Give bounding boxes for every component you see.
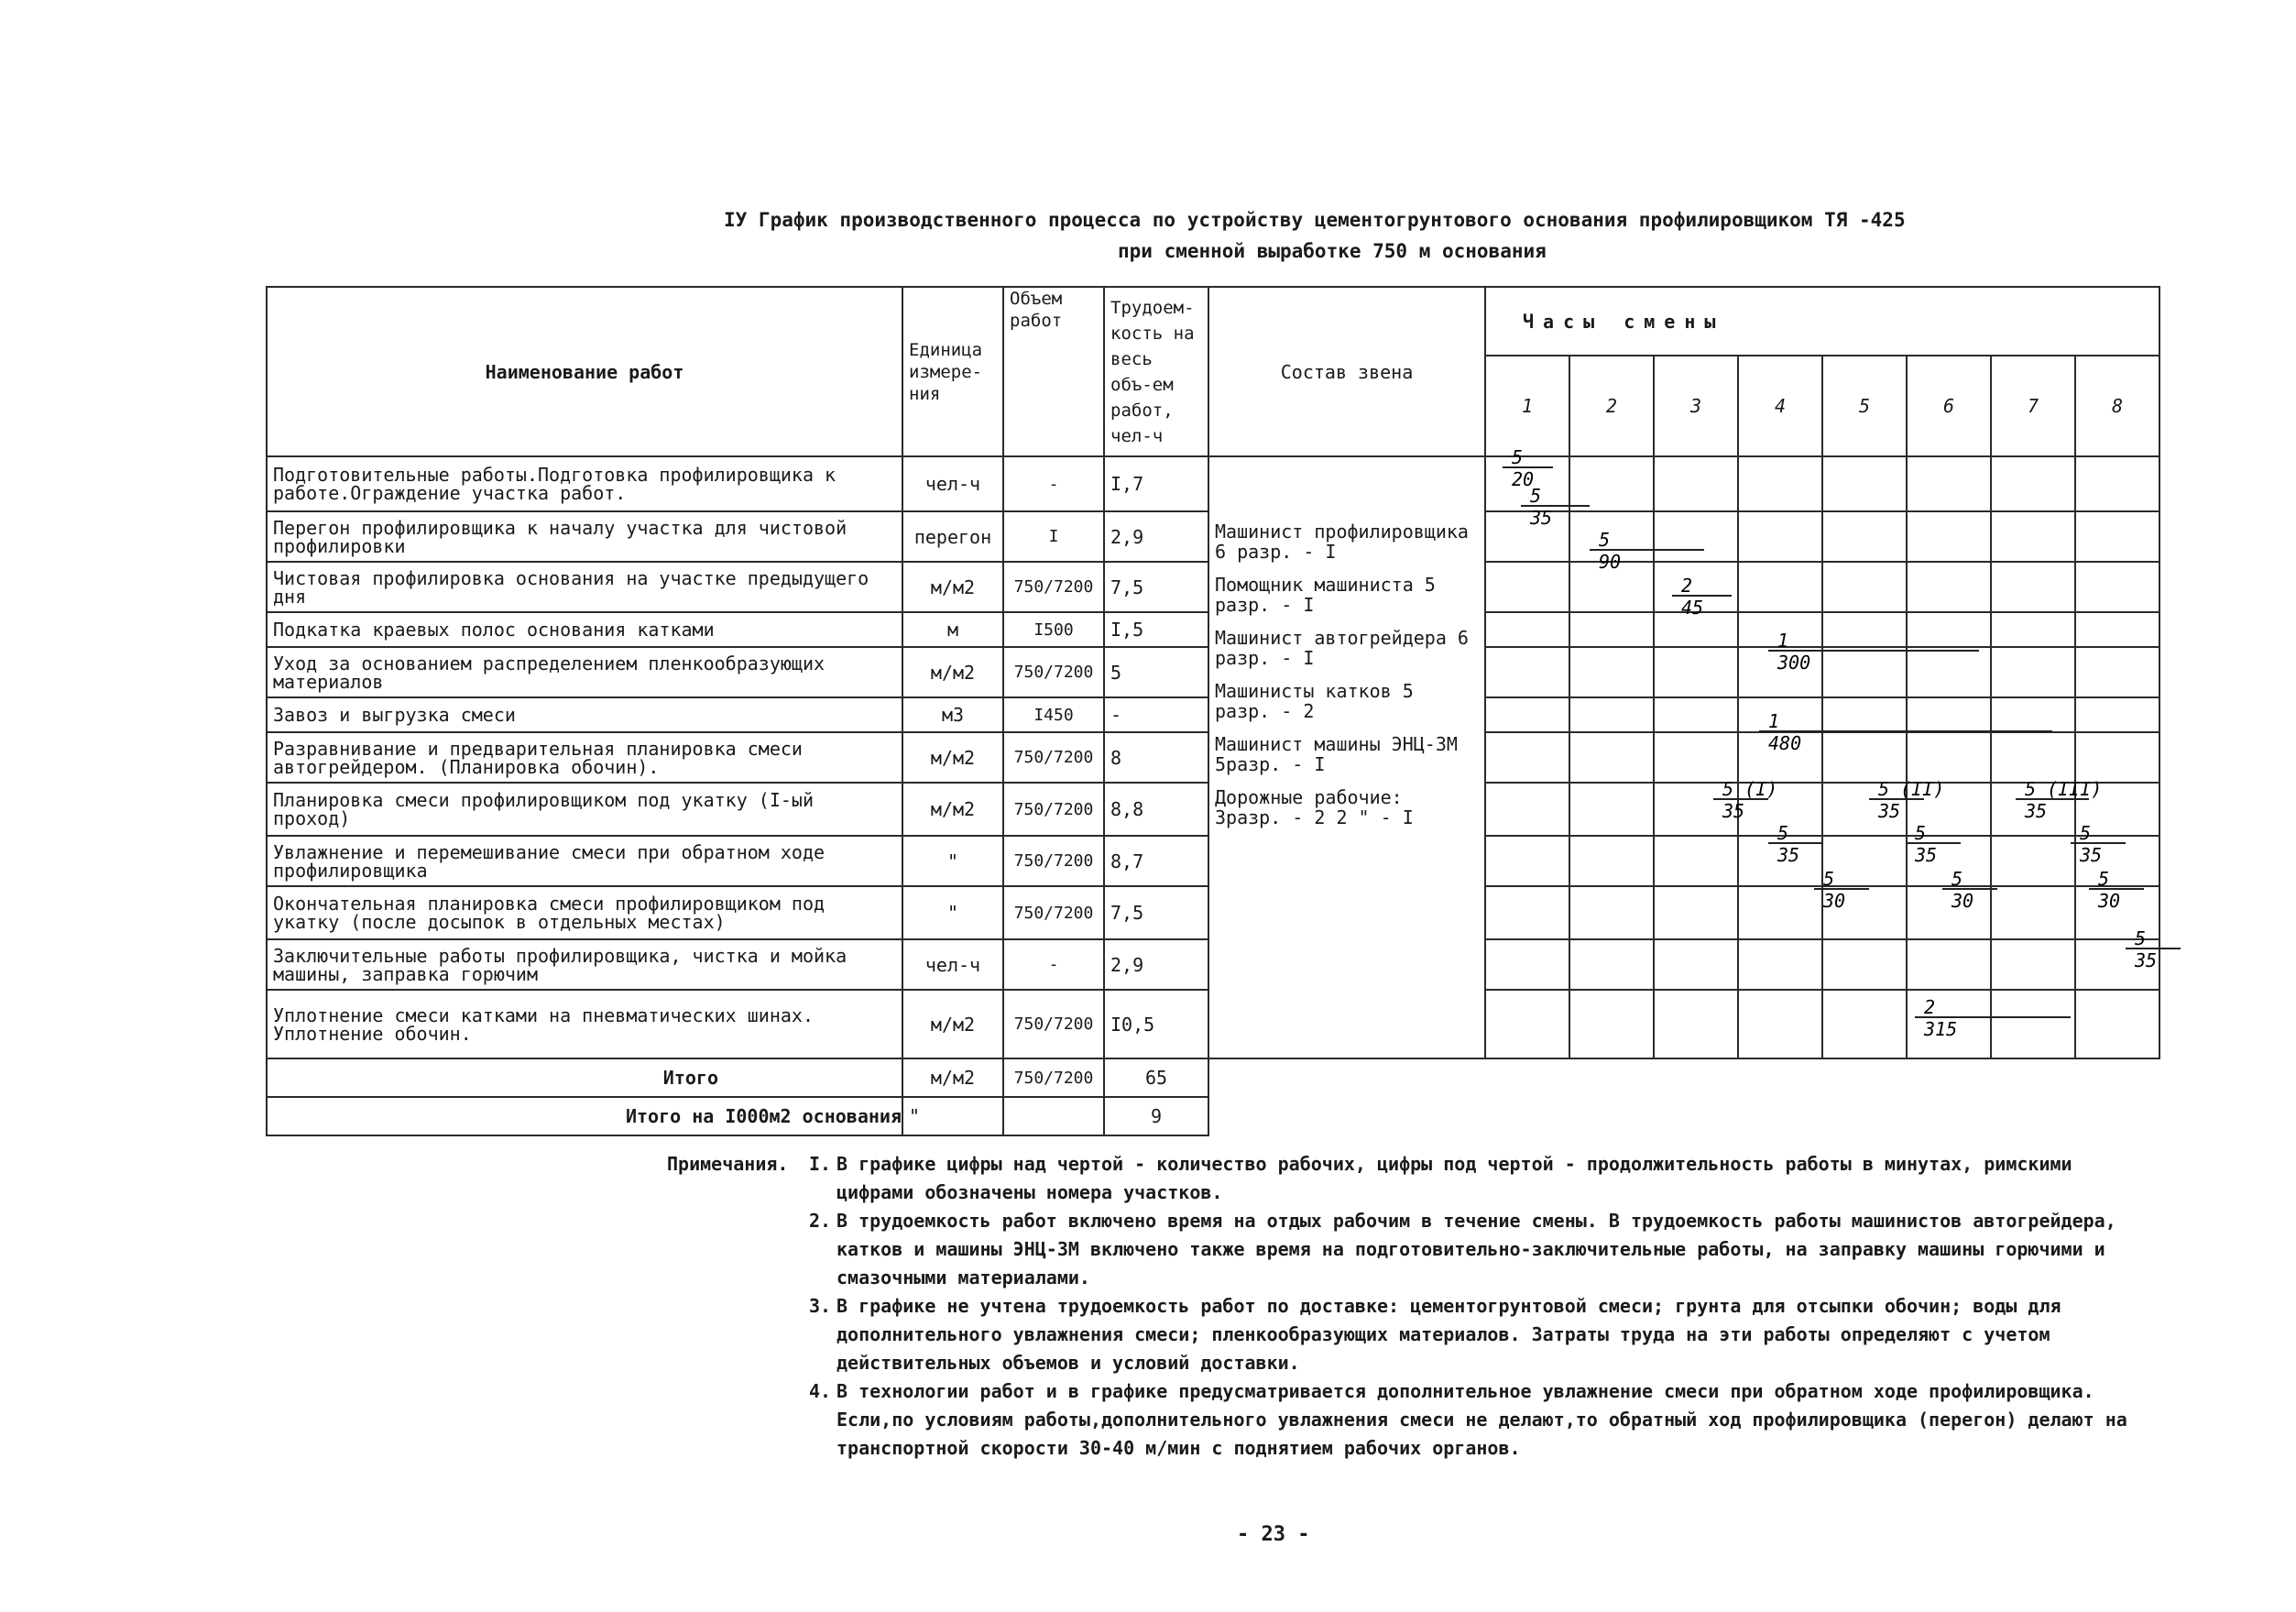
task-unit: перегон — [902, 511, 1003, 562]
gantt-duration-label: 30 — [1952, 890, 1974, 912]
hour-cell — [1907, 562, 1991, 612]
task-labor: I0,5 — [1104, 990, 1208, 1058]
note-item — [809, 1292, 2151, 1377]
hour-cell — [1822, 647, 1907, 697]
note-text: В графике цифры над чертой - количество рабочих, цифры под чертой - продолжительность работы в минутах, римскими цифрами обозначены номера участков. — [836, 1153, 2072, 1203]
hour-cell — [1991, 697, 2075, 732]
hour-cell — [1907, 697, 1991, 732]
hour-cell — [1822, 836, 1907, 886]
note-number: 2. — [809, 1210, 832, 1232]
hour-cell — [1907, 612, 1991, 647]
note-item — [809, 1150, 2151, 1207]
task-name: Уход за основанием распределением пленкообразующих материалов — [267, 647, 902, 697]
hour-cell — [1907, 886, 1991, 939]
hour-cell — [1654, 990, 1738, 1058]
task-volume: 750/7200 — [1003, 562, 1104, 612]
hour-cell — [1569, 732, 1654, 783]
hour-cell — [1822, 511, 1907, 562]
task-labor: 8 — [1104, 732, 1208, 783]
task-unit: чел-ч — [902, 939, 1003, 990]
hour-cell — [2075, 647, 2159, 697]
hour-cell — [1485, 562, 1569, 612]
hour-cell — [1738, 990, 1822, 1058]
hour-cell — [1907, 732, 1991, 783]
header-hours: Часы смены — [1485, 287, 2159, 356]
process-schedule-table — [266, 286, 2160, 1136]
task-name: Планировка смеси профилировщиком под укатку (I-ый проход) — [267, 783, 902, 836]
hour-cell — [2075, 783, 2159, 836]
task-volume: 750/7200 — [1003, 732, 1104, 783]
note-number: 3. — [809, 1295, 832, 1317]
gantt-workers-label: 5 — [1777, 822, 1789, 844]
task-unit: м/м2 — [902, 647, 1003, 697]
hour-cell — [1822, 783, 1907, 836]
total-per-1000-unit: " — [902, 1097, 1003, 1135]
task-unit: м/м2 — [902, 562, 1003, 612]
hour-cell — [1991, 562, 2075, 612]
notes-section — [667, 1150, 2151, 1463]
hour-cell — [1991, 990, 2075, 1058]
hour-cell — [1654, 562, 1738, 612]
header-crew: Состав звена — [1208, 287, 1485, 456]
hour-cell — [1738, 697, 1822, 732]
total-unit: м/м2 — [902, 1058, 1003, 1097]
hour-cell — [1569, 511, 1654, 562]
gantt-workers-label: 5 (I) — [1722, 778, 1778, 800]
hour-cell — [1569, 697, 1654, 732]
hour-cell — [1569, 647, 1654, 697]
hour-cell — [1569, 456, 1654, 511]
hour-cell — [1822, 697, 1907, 732]
hour-cell — [1738, 511, 1822, 562]
task-unit: м3 — [902, 697, 1003, 732]
hour-cell — [2075, 732, 2159, 783]
hour-6: 6 — [1907, 356, 1991, 456]
crew-member: Машинисты катков 5 разр. - 2 — [1215, 680, 1414, 722]
hour-cell — [1485, 886, 1569, 939]
total-volume: 750/7200 — [1003, 1058, 1104, 1097]
note-item — [809, 1377, 2151, 1463]
hour-cell — [1485, 612, 1569, 647]
hour-cell — [1907, 511, 1991, 562]
task-labor: 7,5 — [1104, 562, 1208, 612]
hour-cell — [1738, 732, 1822, 783]
hour-cell — [1738, 562, 1822, 612]
hour-cell — [2075, 886, 2159, 939]
hour-cell — [1738, 612, 1822, 647]
hour-cell — [1738, 886, 1822, 939]
total-per-1000-row — [267, 1097, 2159, 1135]
table-row — [267, 456, 2159, 511]
crew-member: Помощник машиниста 5 разр. - I — [1215, 574, 1436, 616]
gantt-workers-label: 5 (II) — [1878, 778, 1945, 800]
hour-cell — [1569, 886, 1654, 939]
task-labor: 5 — [1104, 647, 1208, 697]
gantt-duration-label: 35 — [1530, 507, 1553, 529]
hour-cell — [1907, 836, 1991, 886]
gantt-duration-label: 35 — [2025, 800, 2048, 822]
task-name: Увлажнение и перемешивание смеси при обратном ходе профилировщика — [267, 836, 902, 886]
gantt-duration-label: 90 — [1599, 551, 1622, 573]
gantt-workers-label: 5 — [1512, 446, 1524, 468]
hour-cell — [1485, 990, 1569, 1058]
hour-cell — [1654, 836, 1738, 886]
hour-4: 4 — [1738, 356, 1822, 456]
note-text: В технологии работ и в графике предусматривается дополнительное увлажнение смеси при обратном ходе профилировщика. Если,по условиям работы,дополнительного увлажнения смеси не делают,то обратный ход профилировщика (перегон) делают на транспортной скорости 30-40 м/мин с поднятием рабочих органов. — [836, 1380, 2127, 1459]
gantt-duration-label: 30 — [1823, 890, 1846, 912]
hour-cell — [1907, 939, 1991, 990]
gantt-workers-label: 5 — [1530, 485, 1542, 507]
gantt-duration-label: 20 — [1512, 468, 1535, 490]
hour-5: 5 — [1822, 356, 1907, 456]
gantt-workers-label: 1 — [1777, 630, 1789, 652]
crew-member: Машинист профилировщика 6 разр. - I — [1215, 521, 1469, 563]
gantt-workers-label: 5 — [1823, 868, 1835, 890]
hour-cell — [1654, 511, 1738, 562]
hour-cell — [1569, 562, 1654, 612]
total-row — [267, 1058, 2159, 1097]
task-unit: м/м2 — [902, 732, 1003, 783]
hour-cell — [1654, 939, 1738, 990]
task-labor: 2,9 — [1104, 939, 1208, 990]
hour-cell — [1991, 836, 2075, 886]
hour-cell — [1569, 783, 1654, 836]
task-volume: 750/7200 — [1003, 990, 1104, 1058]
hour-cell — [1738, 783, 1822, 836]
task-volume: - — [1003, 939, 1104, 990]
total-per-1000-labor: 9 — [1104, 1097, 1208, 1135]
gantt-workers-label: 2 — [1924, 996, 1936, 1018]
hour-cell — [1907, 647, 1991, 697]
task-unit: м/м2 — [902, 783, 1003, 836]
hour-cell — [1907, 456, 1991, 511]
notes-label: Примечания. — [667, 1153, 789, 1175]
hour-cell — [1654, 456, 1738, 511]
task-unit: " — [902, 836, 1003, 886]
task-name: Завоз и выгрузка смеси — [267, 697, 902, 732]
task-unit: м — [902, 612, 1003, 647]
gantt-workers-label: 5 — [2080, 822, 2092, 844]
hour-cell — [2075, 456, 2159, 511]
task-name: Подготовительные работы.Подготовка профилировщика к работе.Ограждение участка работ. — [267, 456, 902, 511]
hour-cell — [2075, 939, 2159, 990]
hour-cell — [1738, 647, 1822, 697]
task-labor: - — [1104, 697, 1208, 732]
hour-cell — [1991, 612, 2075, 647]
task-volume: 750/7200 — [1003, 783, 1104, 836]
crew-member: Машинист машины ЭНЦ-ЗМ 5разр. - I — [1215, 733, 1458, 775]
hour-cell — [1485, 511, 1569, 562]
hour-cell — [1738, 836, 1822, 886]
hour-cell — [1822, 612, 1907, 647]
hour-cell — [1485, 783, 1569, 836]
hour-2: 2 — [1569, 356, 1654, 456]
hour-cell — [1991, 456, 2075, 511]
hour-8: 8 — [2075, 356, 2159, 456]
header-labor: Трудоем-кость на весь объ-ем работ, чел-ч — [1104, 287, 1208, 456]
gantt-duration-label: 45 — [1681, 597, 1704, 619]
gantt-duration-label: 480 — [1768, 732, 1802, 754]
task-name: Разравнивание и предварительная планировка смеси автогрейдером. (Планировка обочин). — [267, 732, 902, 783]
task-volume: 750/7200 — [1003, 836, 1104, 886]
document-title: IУ График производственного процесса по устройству цементогрунтового основания профилировщиком ТЯ -425 — [724, 209, 1906, 231]
note-item — [809, 1207, 2151, 1292]
document-subtitle: при сменной выработке 750 м основания — [1118, 240, 1547, 262]
page-number: - 23 - — [1237, 1523, 1310, 1546]
task-unit: м/м2 — [902, 990, 1003, 1058]
hour-cell — [2075, 612, 2159, 647]
hour-cell — [1654, 697, 1738, 732]
hour-cell — [1569, 836, 1654, 886]
hour-cell — [1907, 783, 1991, 836]
total-per-1000-label: Итого на I000м2 основания — [267, 1097, 902, 1135]
gantt-workers-label: 5 — [1952, 868, 1963, 890]
gantt-duration-label: 30 — [2098, 890, 2121, 912]
hour-cell — [1991, 783, 2075, 836]
total-labor: 65 — [1104, 1058, 1208, 1097]
hour-cell — [1991, 511, 2075, 562]
task-name: Уплотнение смеси катками на пневматических шинах. Уплотнение обочин. — [267, 990, 902, 1058]
hour-cell — [2075, 836, 2159, 886]
hour-cell — [1822, 562, 1907, 612]
task-volume: - — [1003, 456, 1104, 511]
task-labor: I,7 — [1104, 456, 1208, 511]
task-name: Окончательная планировка смеси профилировщиком под укатку (после досыпок в отдельных местах) — [267, 886, 902, 939]
gantt-workers-label: 5 (III) — [2025, 778, 2103, 800]
hour-cell — [1485, 647, 1569, 697]
hour-cell — [1822, 456, 1907, 511]
hour-7: 7 — [1991, 356, 2075, 456]
hour-cell — [1654, 886, 1738, 939]
crew-composition — [1208, 456, 1485, 1058]
gantt-duration-label: 315 — [1924, 1018, 1958, 1040]
task-unit: " — [902, 886, 1003, 939]
hour-cell — [1822, 732, 1907, 783]
task-name: Подкатка краевых полос основания катками — [267, 612, 902, 647]
hour-cell — [2075, 697, 2159, 732]
note-text: В графике не учтена трудоемкость работ по доставке: цементогрунтовой смеси; грунта для отсыпки обочин; воды для дополнительного увлажнения смеси; пленкообразующих материалов. Затраты труда на эти работы определяют с учетом действительных объемов и условий доставки. — [836, 1295, 2061, 1374]
crew-member: Машинист автогрейдера 6 разр. - I — [1215, 627, 1469, 669]
task-name: Чистовая профилировка основания на участке предыдущего дня — [267, 562, 902, 612]
gantt-workers-label: 5 — [1915, 822, 1927, 844]
hour-cell — [1991, 886, 2075, 939]
hour-cell — [1485, 456, 1569, 511]
hour-cell — [1485, 697, 1569, 732]
hour-cell — [1569, 990, 1654, 1058]
task-volume: I450 — [1003, 697, 1104, 732]
total-per-1000-volume — [1003, 1097, 1104, 1135]
hour-cell — [1822, 886, 1907, 939]
gantt-duration-label: 35 — [2135, 949, 2158, 971]
hour-cell — [1654, 612, 1738, 647]
gantt-duration-label: 35 — [1915, 844, 1938, 866]
hour-cell — [1654, 783, 1738, 836]
hour-cell — [1991, 647, 2075, 697]
hour-cell — [1822, 939, 1907, 990]
hour-cell — [1738, 939, 1822, 990]
task-name: Заключительные работы профилировщика, чистка и мойка машины, заправка горючим — [267, 939, 902, 990]
task-name: Перегон профилировщика к началу участка для чистовой профилировки — [267, 511, 902, 562]
header-name: Наименование работ — [267, 287, 902, 456]
task-labor: 2,9 — [1104, 511, 1208, 562]
crew-member: Дорожные рабочие: 3разр. - 2 2 " - I — [1215, 786, 1414, 828]
hour-cell — [1654, 732, 1738, 783]
gantt-workers-label: 2 — [1681, 575, 1693, 597]
hour-cell — [1822, 990, 1907, 1058]
task-labor: 8,8 — [1104, 783, 1208, 836]
gantt-workers-label: 5 — [2098, 868, 2110, 890]
hour-cell — [1991, 732, 2075, 783]
gantt-duration-label: 35 — [2080, 844, 2103, 866]
hour-cell — [1991, 939, 2075, 990]
hour-cell — [1738, 456, 1822, 511]
task-volume: I — [1003, 511, 1104, 562]
task-volume: 750/7200 — [1003, 886, 1104, 939]
note-number: 4. — [809, 1380, 832, 1402]
hour-3: 3 — [1654, 356, 1738, 456]
gantt-duration-label: 35 — [1722, 800, 1745, 822]
hour-cell — [1569, 939, 1654, 990]
gantt-duration-label: 300 — [1777, 652, 1811, 674]
task-unit: чел-ч — [902, 456, 1003, 511]
header-volume: Объем работ — [1003, 287, 1104, 456]
task-volume: I500 — [1003, 612, 1104, 647]
note-number: I. — [809, 1153, 832, 1175]
hour-cell — [1569, 612, 1654, 647]
hour-1: 1 — [1485, 356, 1569, 456]
hour-cell — [1485, 836, 1569, 886]
gantt-workers-label: 5 — [2135, 927, 2147, 949]
hour-cell — [2075, 562, 2159, 612]
hour-cell — [1485, 732, 1569, 783]
hour-cell — [1654, 647, 1738, 697]
hour-cell — [2075, 990, 2159, 1058]
hour-cell — [1485, 939, 1569, 990]
gantt-duration-label: 35 — [1878, 800, 1901, 822]
gantt-workers-label: 1 — [1768, 710, 1780, 732]
task-labor: I,5 — [1104, 612, 1208, 647]
gantt-workers-label: 5 — [1599, 529, 1611, 551]
task-volume: 750/7200 — [1003, 647, 1104, 697]
hour-cell — [2075, 511, 2159, 562]
header-unit: Единица измере-ния — [902, 287, 1003, 456]
total-label: Итого — [267, 1058, 902, 1097]
task-labor: 8,7 — [1104, 836, 1208, 886]
gantt-duration-label: 35 — [1777, 844, 1800, 866]
note-text: В трудоемкость работ включено время на отдых рабочим в течение смены. В трудоемкость работы машинистов автогрейдера, катков и машины ЭНЦ-ЗМ включено также время на подготовительно-заключительные работы, на заправку машины горючими и смазочными материалами. — [836, 1210, 2116, 1289]
hour-cell — [1907, 990, 1991, 1058]
task-labor: 7,5 — [1104, 886, 1208, 939]
